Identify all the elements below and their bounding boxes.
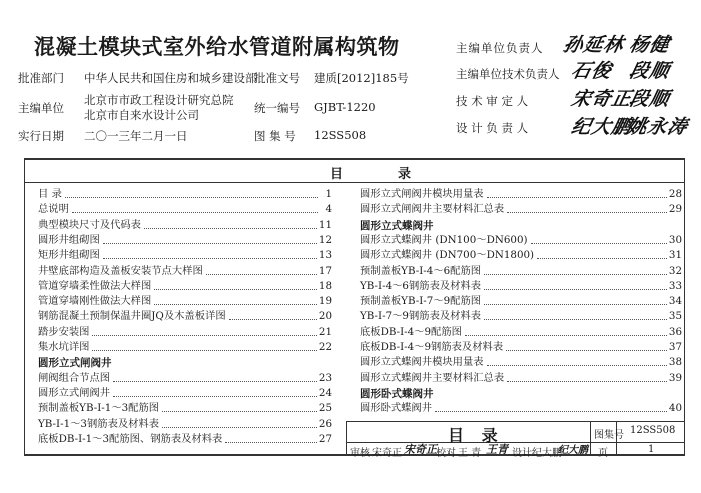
toc-entry-title: YB-Ⅰ-7～9钢筋表及材料表 (360, 310, 482, 323)
toc-entry[interactable] (38, 202, 332, 217)
toc-right-border (684, 158, 685, 454)
titleblock-check-signature: 王青 (486, 443, 508, 456)
approval-dept: 中华人民共和国住房和城乡建设部 (84, 71, 257, 85)
toc-entry-title: 管道穿墙刚性做法大样图 (38, 295, 152, 308)
signature-3b: 段顺 (627, 88, 673, 110)
toc-entry-page: 11 (318, 218, 332, 231)
toc-dot-leader (103, 233, 317, 244)
toc-entry-title: 圆形立式蝶阀井模块用量表 (360, 356, 484, 369)
toc-entry-page: 28 (668, 188, 682, 200)
toc-entry[interactable] (38, 248, 332, 263)
toc-dot-leader (92, 325, 316, 336)
toc-dot-leader (465, 325, 667, 336)
approval-dept-label: 批准部门 (18, 71, 64, 85)
toc-entry-title: 预制盖板YB-Ⅰ-1～3配筋图 (38, 402, 160, 415)
toc-section-heading: 圆形立式蝶阀井 (360, 219, 434, 232)
toc-heading-rule (24, 182, 684, 183)
toc-entry[interactable] (360, 279, 682, 294)
toc-entry-page: 35 (668, 310, 682, 323)
toc-entry[interactable] (360, 264, 682, 279)
signature-3a: 宋奇正 (569, 88, 635, 110)
responsible-role-2: 主编单位技术负责人 (456, 67, 560, 81)
titleblock-page-value: 1 (648, 444, 655, 455)
toc-entry[interactable] (38, 264, 332, 279)
toc-dot-leader (113, 386, 317, 397)
toc-entry-title: 圆形立式蝶阀井 (DN700～DN1800) (360, 249, 535, 262)
editor-unit-1: 北京市市政工程设计研究总院 (84, 93, 234, 107)
titleblock-review-label: 审核 (350, 448, 370, 459)
toc-entry-page: 29 (668, 203, 682, 216)
toc-entry[interactable] (38, 309, 332, 324)
toc-entry-page: 27 (318, 432, 332, 445)
toc-dot-leader (92, 340, 316, 351)
toc-dot-leader (65, 187, 318, 198)
toc-entry[interactable] (360, 187, 682, 202)
toc-entry-page: 22 (318, 341, 332, 353)
approval-no-label: 批准文号 (254, 71, 300, 85)
toc-dot-leader (537, 248, 667, 259)
signature-2b: 段顺 (627, 60, 673, 82)
toc-entry-title: 闸阀组合节点图 (38, 371, 111, 384)
signature-4a: 纪大鹏 (569, 116, 635, 138)
toc-left-border (24, 158, 25, 454)
toc-entry-title: YB-Ⅰ-4～6钢筋表及材料表 (360, 279, 482, 292)
toc-dot-leader (487, 187, 667, 198)
titleblock-left-border (346, 421, 347, 455)
document-title: 混凝土模块式室外给水管道附属构筑物 (34, 35, 400, 59)
toc-dot-leader (229, 309, 317, 320)
toc-entry-title: 矩形井组砌图 (38, 249, 100, 262)
toc-entry-page: 31 (668, 249, 682, 262)
toc-dot-leader (144, 218, 317, 229)
toc-entry-page: 24 (318, 386, 332, 399)
toc-dot-leader (484, 294, 667, 305)
toc-entry-page: 21 (318, 325, 332, 338)
toc-dot-leader (487, 355, 667, 366)
editor-unit-2: 北京市自来水设计公司 (84, 108, 199, 122)
toc-dot-leader (484, 279, 667, 290)
toc-entry[interactable] (38, 386, 332, 401)
effective-date-label: 实行日期 (18, 129, 64, 143)
toc-entry[interactable] (38, 325, 332, 340)
toc-entry-title: 预制盖板YB-Ⅰ-7～9配筋图 (360, 295, 482, 308)
toc-entry[interactable] (360, 202, 682, 217)
unified-no-label: 统一编号 (254, 101, 300, 115)
toc-entry[interactable] (38, 371, 332, 386)
toc-entry-title: 圆形井组砌图 (38, 233, 100, 246)
titleblock-divider-1 (590, 421, 591, 455)
toc-entry[interactable] (360, 325, 682, 340)
toc-entry-page: 25 (318, 402, 332, 415)
toc-entry-title: 踏步安装图 (38, 325, 90, 338)
toc-entry-page: 1 (325, 188, 332, 200)
toc-heading-right: 录 (398, 167, 414, 182)
toc-entry[interactable] (38, 340, 332, 355)
toc-entry[interactable] (38, 279, 332, 294)
responsible-role-3: 技 术 审 定 人 (456, 94, 529, 108)
toc-dot-leader (206, 264, 317, 275)
titleblock-design-name: 纪大鹏 (532, 448, 562, 459)
titleblock-atlas-value: 12SS508 (630, 425, 676, 436)
titleblock-check-name: 王 青 (458, 448, 482, 459)
toc-entry-page: 20 (318, 310, 332, 323)
toc-entry-page: 12 (318, 233, 332, 246)
toc-entry-title: 总说明 (38, 203, 69, 216)
toc-entry-title: 集水坑详图 (38, 341, 90, 353)
atlas-no-label: 图 集 号 (254, 129, 296, 143)
toc-entry-title: 圆形立式闸阀井 (38, 386, 111, 399)
toc-entry-title: 底板DB-Ⅰ-1～3配筋图、钢筋表及材料表 (38, 432, 223, 445)
toc-entry[interactable] (38, 432, 332, 447)
signature-1a: 孙延林 (561, 34, 627, 56)
toc-entry-page: 23 (318, 371, 332, 384)
toc-dot-leader (531, 233, 667, 244)
toc-entry[interactable] (360, 294, 682, 309)
toc-dot-leader (225, 432, 317, 443)
toc-dot-leader (484, 309, 667, 320)
signature-1b: 杨健 (627, 34, 673, 56)
toc-entry[interactable] (360, 355, 682, 370)
toc-entry-title: 圆形立式蝶阀井主要材料汇总表 (360, 371, 505, 384)
toc-section-heading: 圆形卧式蝶阀井 (360, 387, 434, 400)
toc-entry-title: 圆形立式蝶阀井 (DN100～DN600) (360, 233, 528, 246)
toc-entry[interactable] (38, 187, 332, 202)
toc-dot-leader (154, 279, 317, 290)
toc-entry-title: 预制盖板YB-Ⅰ-4～6配筋图 (360, 264, 482, 277)
toc-entry-page: 4 (325, 203, 332, 216)
effective-date: 二〇一三年二月一日 (84, 129, 188, 143)
toc-entry-title: 圆形立式闸阀井主要材料汇总表 (360, 203, 505, 216)
titleblock-review-signature: 宋奇正 (404, 443, 437, 456)
toc-entry-page: 39 (668, 371, 682, 384)
signature-2a: 石俊 (569, 60, 615, 82)
editor-unit-label: 主编单位 (18, 101, 64, 115)
titleblock-mid-rule (346, 442, 684, 443)
toc-dot-leader (507, 371, 667, 382)
approval-no: 建质[2012]185号 (314, 71, 409, 85)
signature-4b: 姚永涛 (625, 116, 691, 138)
toc-entry-page: 18 (318, 279, 332, 292)
toc-entry-title: 钢筋混凝土预制保温井圈JQ及木盖板详图 (38, 310, 226, 323)
toc-entry-title: 圆形卧式蝶阀井 (360, 402, 433, 415)
toc-entry-title: YB-Ⅰ-1～3钢筋表及材料表 (38, 417, 160, 430)
toc-entry[interactable] (360, 309, 682, 324)
toc-dot-leader (435, 401, 667, 412)
toc-dot-leader (72, 202, 318, 213)
toc-entry[interactable] (38, 401, 332, 416)
toc-entry[interactable] (360, 340, 682, 355)
toc-entry-page: 36 (668, 325, 682, 338)
toc-dot-leader (507, 202, 667, 213)
toc-entry[interactable] (38, 417, 332, 432)
toc-entry-page: 13 (318, 249, 332, 262)
toc-heading-left: 目 (330, 167, 346, 182)
titleblock-review-name: 宋奇正 (372, 448, 402, 459)
toc-dot-leader (484, 264, 667, 275)
titleblock-top-rule (346, 421, 684, 422)
titleblock-atlas-label: 图集号 (594, 430, 624, 441)
atlas-no: 12SS508 (314, 128, 367, 142)
toc-top-rule (24, 158, 684, 160)
titleblock-check-label: 校对 (436, 448, 456, 459)
responsible-role-1: 主编单位负责人 (456, 41, 544, 55)
titleblock-design-label: 设计 (512, 448, 532, 459)
toc-entry[interactable] (38, 294, 332, 309)
toc-entry-page: 17 (318, 264, 332, 277)
toc-entry-title: 典型模块尺寸及代码表 (38, 218, 141, 231)
toc-entry[interactable] (360, 401, 682, 416)
toc-entry-page: 33 (668, 279, 682, 292)
responsible-role-4: 设 计 负 责 人 (456, 121, 529, 135)
toc-section-heading: 圆形立式闸阀井 (38, 357, 112, 370)
toc-entry-page: 30 (668, 233, 682, 246)
toc-entry[interactable] (360, 371, 682, 386)
toc-entry-title: 管道穿墙柔性做法大样图 (38, 279, 152, 292)
toc-dot-leader (162, 417, 317, 428)
toc-entry-page: 19 (318, 295, 332, 308)
toc-entry-page: 26 (318, 417, 332, 430)
toc-dot-leader (113, 371, 317, 382)
toc-entry-title: 圆形立式闸阀井模块用量表 (360, 188, 484, 200)
toc-entry-page: 40 (668, 402, 682, 415)
toc-entry-page: 34 (668, 295, 682, 308)
unified-no: GJBT-1220 (314, 100, 376, 114)
toc-entry-page: 38 (668, 356, 682, 369)
titleblock-name: 目 录 (448, 426, 504, 445)
toc-dot-leader (103, 248, 317, 259)
toc-entry-page: 32 (668, 264, 682, 277)
toc-entry[interactable] (360, 248, 682, 263)
toc-entry-title: 底板DB-Ⅰ-4～9配筋图 (360, 325, 462, 338)
toc-entry-title: 井壁底部构造及盖板安装节点大样图 (38, 264, 203, 277)
toc-entry[interactable] (38, 218, 332, 233)
toc-entry[interactable] (38, 233, 332, 248)
toc-entry-title: 底板DB-Ⅰ-4～9钢筋表及材料表 (360, 341, 504, 353)
titleblock-design-signature: 纪大鹏 (558, 445, 588, 456)
titleblock-page-label: 页 (598, 448, 608, 459)
toc-entry[interactable] (360, 233, 682, 248)
toc-entry-title: 目 录 (38, 188, 62, 200)
toc-entry-page: 37 (668, 341, 682, 353)
toc-dot-leader (162, 401, 317, 412)
toc-dot-leader (154, 294, 317, 305)
toc-dot-leader (506, 340, 667, 351)
